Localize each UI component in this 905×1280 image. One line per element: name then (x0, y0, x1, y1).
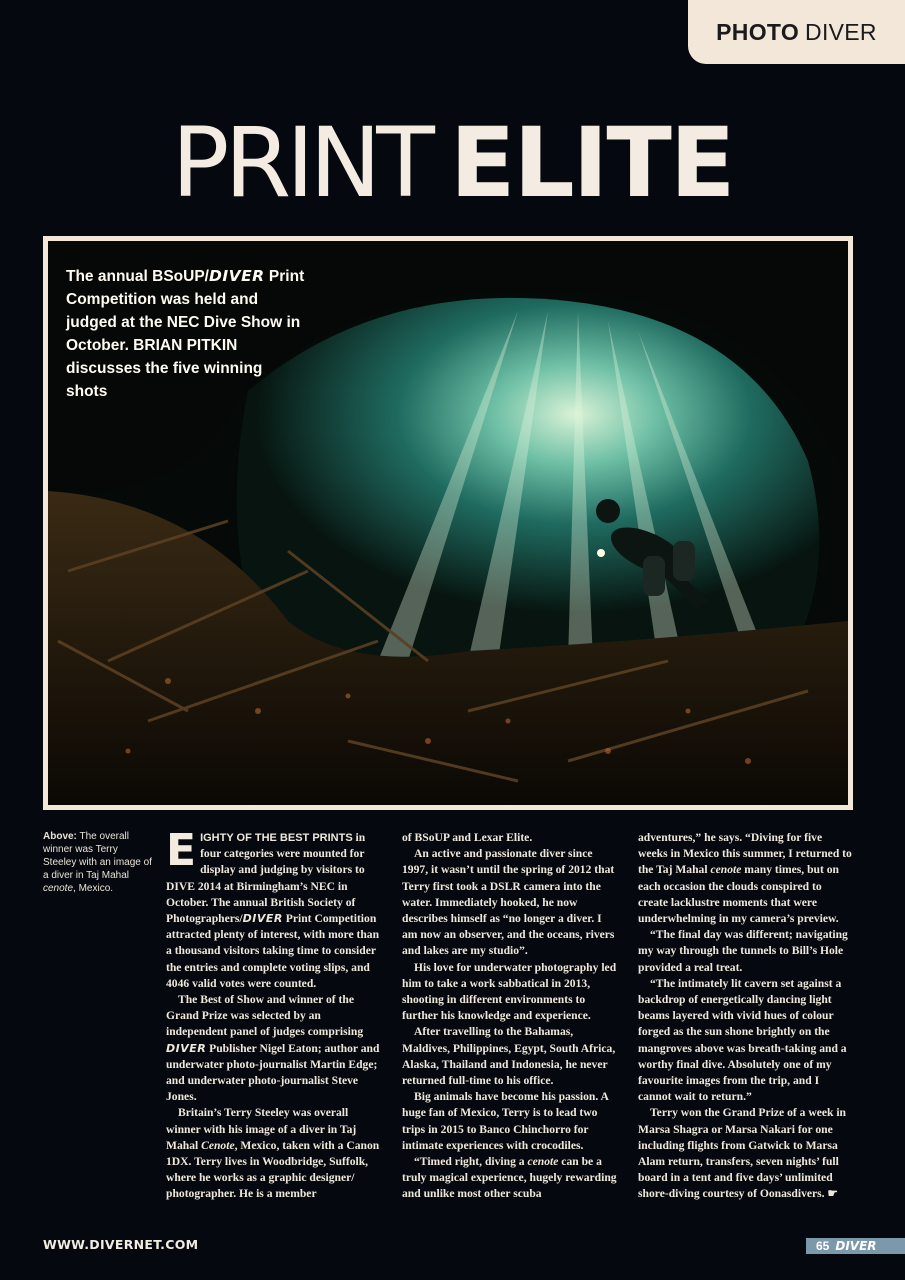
title-light: PRINT (171, 107, 430, 219)
pointing-hand-icon: ☛ (827, 1187, 838, 1201)
standfirst-text-b: Print Competition was held and judged at the NEC Dive Show in October. BRIAN PITKIN discusses the five winning shots (66, 268, 305, 400)
text: Print Competition attracted plenty of interest, with more than a thousand visitors taking time to consider the entries and complete voting slips, and 4046 valid votes were counted. (166, 912, 380, 990)
caption-emph: cenote (43, 883, 74, 894)
text: The Best of Show and winner of the Grand Prize was selected by an independent panel of judges comprising (166, 993, 364, 1039)
page-title (0, 108, 905, 218)
section-tab (688, 0, 905, 64)
standfirst (66, 265, 306, 403)
text: adventures,” he says. “Diving for five weeks in Mexico this summer, I returned to the Taj Mahal (638, 831, 852, 877)
photo-caption (43, 830, 153, 895)
footer-page-badge (806, 1238, 905, 1254)
caption-text-b: , Mexico. (73, 883, 114, 894)
paragraph: Big animals have become his passion. A huge fan of Mexico, Terry is to lead two trips in 2015 to Banco Chinchorro for intimate experiences with crocodiles. (402, 1090, 609, 1152)
text: Publisher Nigel Eaton; author and underwater photo-journalist Martin Edge; and underwater photo-journalist Steve Jones. (166, 1041, 380, 1104)
emph: cenote (710, 863, 742, 877)
article-column-1 (166, 825, 382, 1203)
drop-cap: E (166, 825, 197, 876)
text: many times, but on each occasion the clouds conspired to create lacklustre moments that were underwhelming in my camera’s preview. (638, 863, 839, 926)
paragraph (166, 992, 382, 1105)
text: “Timed right, diving a (414, 1155, 528, 1169)
section-tab-light: DIVER (805, 18, 877, 45)
emph: Cenote (201, 1138, 235, 1152)
page-number: 65 (816, 1239, 830, 1253)
text: Terry won the Grand Prize of a week in Marsa Shagra or Marsa Nakari for one including flights from Gatwick to Marsa Alam return, transfers, seven nights’ full board in a tent and five days’ unlimited shore-diving courtesy of Oonasdivers. (638, 1106, 846, 1201)
paragraph: “The final day was different; navigating my way through the tunnels to Bill’s Hole provided a real treat. (638, 928, 848, 974)
article-column-3 (638, 830, 854, 1203)
caption-text-a: The overall winner was Terry Steeley with an image of a diver in Taj Mahal (43, 831, 152, 881)
diver-logo-inline: DIVER (242, 912, 283, 926)
paragraph (166, 1105, 382, 1202)
paragraph: After travelling to the Bahamas, Maldives, Philippines, Egypt, South Africa, Alaska, Thailand and Indonesia, he never returned full-time to his office. (402, 1025, 616, 1088)
text: , Mexico, taken with a Canon 1DX. Terry lives in Woodbridge, Suffolk, where he works as a graphic designer/ photographer. He is a member (166, 1138, 380, 1201)
lead-caps: IGHTY OF THE BEST PRINTS (200, 832, 353, 844)
section-tab-bold: PHOTO (716, 18, 800, 45)
paragraph (638, 830, 854, 927)
paragraph: An active and passionate diver since 1997, it wasn’t until the spring of 2012 that Terry first took a DSLR camera into the water. Immediately hooked, he now describes himself as “no longer a diver. I am now an observer, and the oceans, rivers and lakes are my studio”. (402, 847, 615, 958)
standfirst-text-a: The annual BSoUP/ (66, 268, 209, 285)
paragraph (402, 1154, 618, 1203)
cenote-diver-photo (43, 236, 853, 810)
text: in four categories were mounted for display and judging by visitors to DIVE 2014 at Birmingham’s NEC in October. The annual British Society of Photographers/ (166, 831, 366, 926)
text: Britain’s Terry Steeley was overall winner with his image of a diver in Taj Mahal (166, 1106, 357, 1152)
caption-lead: Above: (43, 831, 77, 842)
paragraph: His love for underwater photography led him to take a work sabbatical in 2013, shooting in different environments to further his knowledge and experience. (402, 960, 617, 1023)
diver-logo: DIVER (835, 1239, 877, 1253)
diver-logo-inline: DIVER (166, 1041, 207, 1055)
paragraph (638, 1105, 854, 1202)
title-bold: ELITE (449, 107, 734, 219)
paragraph: “The intimately lit cavern set against a backdrop of energetically dancing light beams layered with vivid hues of colour forged as the sun shone brightly on the mangroves above was breath-taking and a worthy final dive. Absolutely one of my favourite images from the trip, and I cannot wait to return.” (638, 976, 847, 1104)
text: can be a truly magical experience, hugely rewarding and unlike most other scuba (402, 1155, 617, 1201)
article-column-2 (402, 830, 618, 1203)
footer-url[interactable]: WWW.DIVERNET.COM (43, 1237, 199, 1252)
paragraph: of BSoUP and Lexar Elite. (402, 831, 533, 844)
paragraph (166, 825, 382, 992)
diver-logo-inline: DIVER (208, 267, 265, 285)
emph: cenote (527, 1155, 559, 1169)
